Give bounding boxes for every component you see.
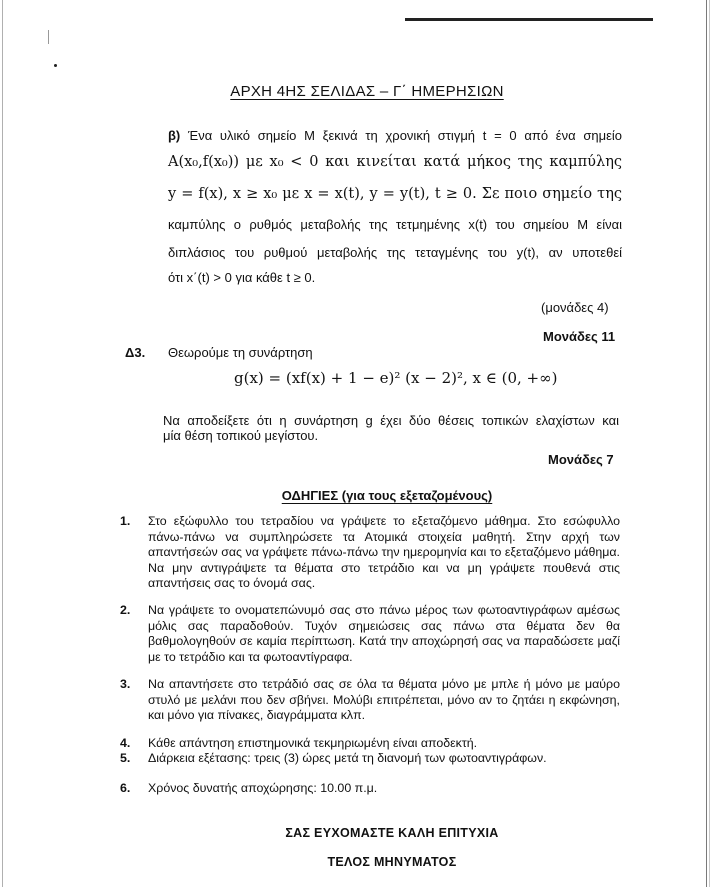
d3-line-2: μία θέση τοπικού μεγίστου. [163,428,319,443]
part-b-line-4: καμπύλης ο ρυθμός μεταβολής της τετμημένης x(t) του σημείου Μ είναι [168,217,622,232]
page-header [0,83,714,100]
part-b-points-small: (μονάδες 4) [541,300,609,315]
d3-equation: g(x) = (xf(x) + 1 − e)² (x − 2)², x ∈ (0, +∞) [234,369,558,387]
d3-line-1: Να αποδείξετε ότι η συνάρτηση g έχει δύο θέσεις τοπικών ελαχίστων και [163,413,619,428]
instructions-title [0,488,714,503]
instruction-number: 1. [120,514,131,528]
d3-intro: Θεωρούμε τη συνάρτηση [168,345,313,360]
scan-artifact-line [405,18,653,21]
scan-artifact-tick [48,30,49,44]
footer-wish [0,826,714,840]
instruction-number: 3. [120,677,131,691]
instruction-text: Διάρκεια εξέτασης: τρεις (3) ώρες μετά τη διανομή των φωτοαντιγράφων. [148,751,547,765]
part-b-line-2: A(x₀,f(x₀)) με x₀ < 0 και κινείται κατά μήκος της καμπύλης [168,154,622,170]
instruction-item-6 [120,781,620,797]
instruction-item-4 [120,736,620,752]
part-b-line-3: y = f(x), x ≥ x₀ με x = x(t), y = y(t), t ≥ 0. Σε ποιο σημείο της [168,186,622,202]
d3-points: Μονάδες 7 [548,452,614,467]
d3-label: Δ3. [125,345,146,360]
instruction-number: 2. [120,603,131,617]
instruction-item-5 [120,751,620,767]
instructions-title-text: ΟΔΗΓΙΕΣ (για τους εξεταζομένους) [281,488,493,503]
footer-end-text: ΤΕΛΟΣ ΜΗΝΥΜΑΤΟΣ [327,855,457,869]
part-b-line-1 [168,128,622,143]
instruction-text: Να γράψετε το ονοματεπώνυμό σας στο πάνω μέρος των φωτοαντιγράφων αμέσως μόλις σας παραδοθούν. Τυχόν σημειώσεις σας πάνω στα θέματα δεν θα βαθμολογηθούν σε καμία περίπτωση. Κατά την αποχώρησή σας να παραδώσετε μαζί με το τετράδιο και τα φωτοαντίγραφα. [148,603,620,664]
part-b-text-1: Ένα υλικό σημείο Μ ξεκινά τη χρονική στιγμή t = 0 από ένα σημείο [188,128,622,143]
part-b-points-total: Μονάδες 11 [543,329,616,344]
scan-border-right [706,0,707,887]
instruction-number: 5. [120,751,131,765]
scan-border-left [2,0,3,887]
scan-border-right-outer [709,0,710,887]
instruction-text: Στο εξώφυλλο του τετραδίου να γράψετε το εξεταζόμενο μάθημα. Στο εσώφυλλο πάνω-πάνω να συμπληρώσετε τα Ατομικά στοιχεία μαθητή. Στην αρχή των απαντήσεών σας να γράψετε πάνω-πάνω την ημερομηνία και το εξεταζόμενο μάθημα. Να μην αντιγράψετε τα θέματα στο τετράδιο και να μη γράψετε πουθενά στις απαντήσεις σας το όνομά σας. [148,514,620,590]
page-header-title: ΑΡΧΗ 4ΗΣ ΣΕΛΙΔΑΣ – Γ΄ ΗΜΕΡΗΣΙΩΝ [230,83,504,100]
instruction-item-2 [120,603,620,665]
footer-wish-text: ΣΑΣ ΕΥΧΟΜΑΣΤΕ ΚΑΛΗ ΕΠΙΤΥΧΙΑ [285,826,499,840]
instruction-text: Κάθε απάντηση επιστημονικά τεκμηριωμένη είναι αποδεκτή. [148,736,478,750]
part-b-line-6: ότι x΄(t) > 0 για κάθε t ≥ 0. [168,270,316,285]
scan-artifact-dot [54,64,57,67]
instruction-item-1 [120,514,620,592]
part-b-label: β) [168,128,181,143]
part-b-line-5: διπλάσιος του ρυθμού μεταβολής της τεταγμένης του y(t), αν υποτεθεί [168,245,622,260]
instruction-number: 6. [120,781,131,795]
instruction-item-3 [120,677,620,724]
instruction-number: 4. [120,736,131,750]
instruction-text: Χρόνος δυνατής αποχώρησης: 10.00 π.μ. [148,781,378,795]
footer-end [0,855,714,869]
instruction-text: Να απαντήσετε στο τετράδιό σας σε όλα τα θέματα μόνο με μπλε ή μόνο με μαύρο στυλό με μελάνι που δεν σβήνει. Μολύβι επιτρέπεται, μόνο αν το ζητάει η εκφώνηση, και μόνο για πίνακες, διαγράμματα κλπ. [148,677,620,722]
